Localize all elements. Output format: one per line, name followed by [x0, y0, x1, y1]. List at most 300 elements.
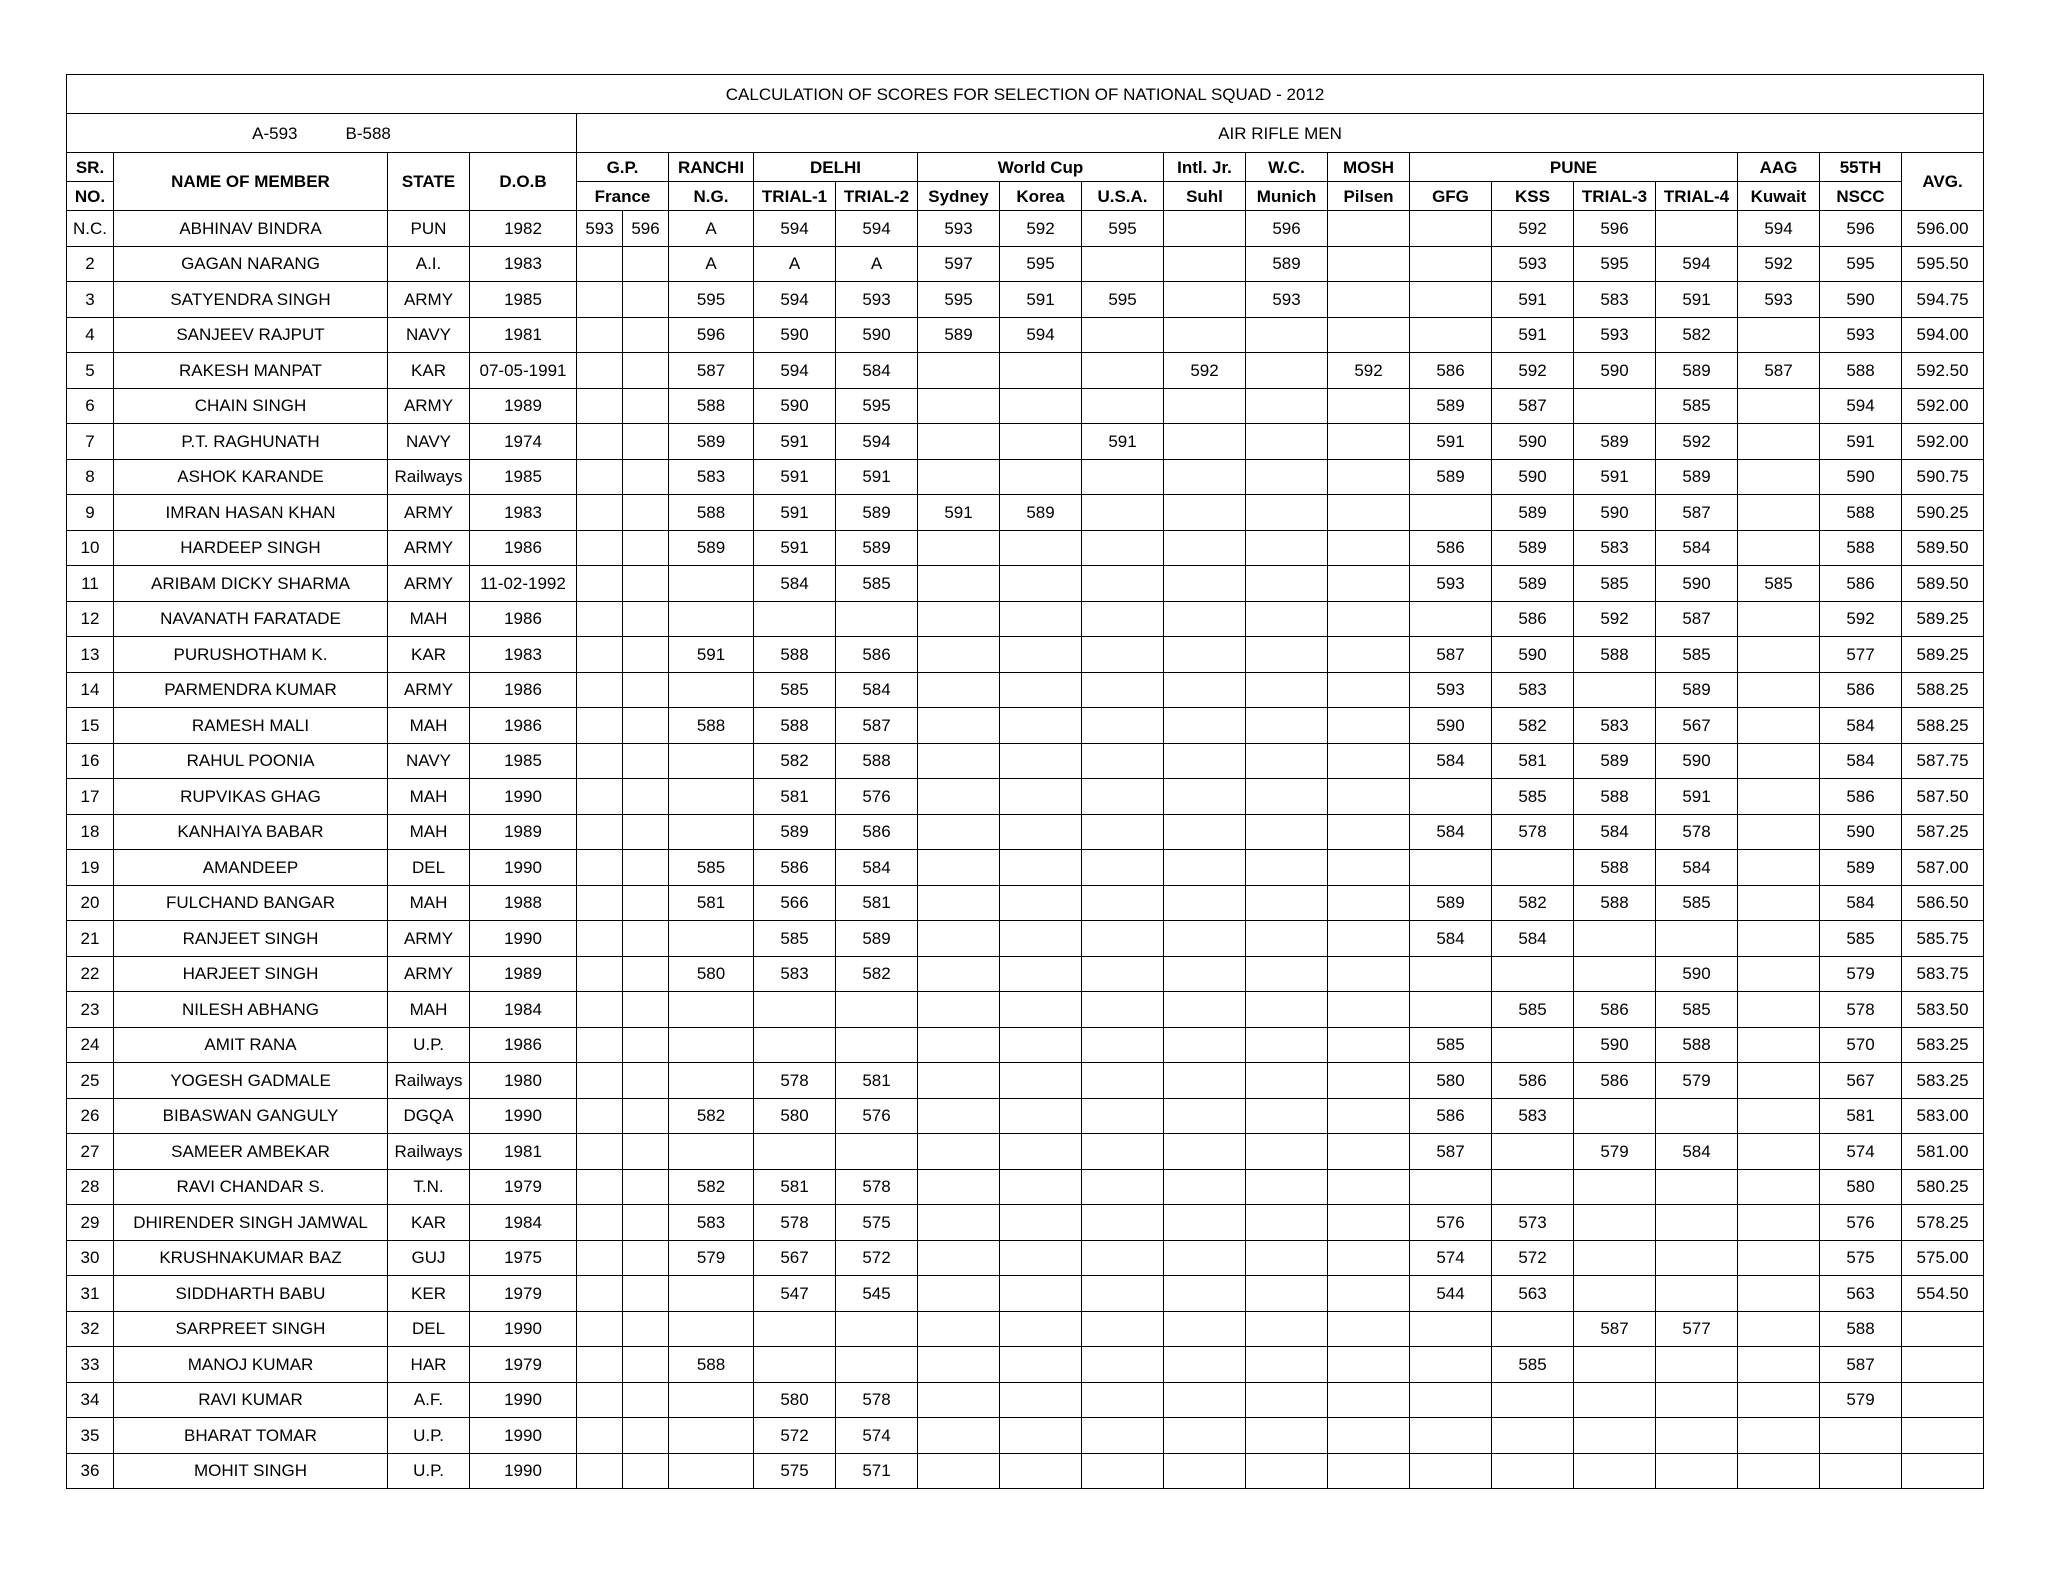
score-cell: [1492, 850, 1574, 886]
member-name-cell: RAVI CHANDAR S.: [114, 1169, 388, 1205]
score-cell: [918, 956, 1000, 992]
dob-cell: 1986: [470, 1027, 577, 1063]
score-cell: [1164, 282, 1246, 318]
score-cell: [1328, 921, 1410, 957]
score-cell: 572: [836, 1240, 918, 1276]
score-cell: [577, 1276, 623, 1312]
score-cell: [1328, 282, 1410, 318]
score-cell: [623, 708, 669, 744]
score-cell: [918, 1418, 1000, 1454]
score-cell: [623, 1098, 669, 1134]
score-cell: [577, 530, 623, 566]
score-cell: 584: [1820, 885, 1902, 921]
score-cell: [669, 921, 754, 957]
score-cell: 588: [1574, 885, 1656, 921]
score-cell: 576: [836, 1098, 918, 1134]
score-cell: 580: [754, 1382, 836, 1418]
average-cell: 580.25: [1902, 1169, 1984, 1205]
score-cell: [1574, 388, 1656, 424]
dob-cell: 1983: [470, 637, 577, 673]
score-cell: 589: [918, 317, 1000, 353]
average-cell: 589.25: [1902, 601, 1984, 637]
score-cell: [1164, 1205, 1246, 1241]
col-pune-kss: KSS: [1492, 182, 1574, 211]
score-cell: [1246, 1382, 1328, 1418]
table-row: [67, 459, 1984, 495]
score-cell: [1656, 211, 1738, 247]
score-cell: [1000, 1027, 1082, 1063]
score-cell: [1164, 885, 1246, 921]
average-cell: 585.75: [1902, 921, 1984, 957]
score-cell: [623, 388, 669, 424]
score-cell: 584: [1492, 921, 1574, 957]
state-cell: ARMY: [388, 388, 470, 424]
state-cell: NAVY: [388, 317, 470, 353]
score-cell: [577, 1311, 623, 1347]
score-cell: 581: [1820, 1098, 1902, 1134]
score-cell: [836, 992, 918, 1028]
score-cell: [1164, 246, 1246, 282]
score-cell: 596: [669, 317, 754, 353]
score-cell: [1328, 566, 1410, 602]
score-cell: [918, 708, 1000, 744]
score-cell: [1492, 1418, 1574, 1454]
score-cell: [1000, 1382, 1082, 1418]
score-cell: [918, 388, 1000, 424]
score-cell: 579: [669, 1240, 754, 1276]
score-cell: [623, 1027, 669, 1063]
qualifier-b: B-588: [345, 123, 391, 143]
col-gp-france: France: [577, 182, 669, 211]
col-ranchi: RANCHI: [669, 153, 754, 182]
score-cell: [1000, 1311, 1082, 1347]
score-cell: [623, 956, 669, 992]
score-cell: 567: [1820, 1063, 1902, 1099]
score-cell: 589: [669, 530, 754, 566]
score-cell: 578: [754, 1063, 836, 1099]
score-cell: [1000, 956, 1082, 992]
dob-cell: 1980: [470, 1063, 577, 1099]
score-cell: [1246, 956, 1328, 992]
score-cell: [1328, 708, 1410, 744]
score-cell: [577, 1098, 623, 1134]
score-cell: [918, 743, 1000, 779]
score-cell: [1246, 530, 1328, 566]
dob-cell: 1990: [470, 1098, 577, 1134]
dob-cell: 1989: [470, 388, 577, 424]
score-cell: [1328, 1311, 1410, 1347]
member-name-cell: YOGESH GADMALE: [114, 1063, 388, 1099]
col-gp: G.P.: [577, 153, 669, 182]
score-cell: [1164, 601, 1246, 637]
score-cell: 593: [577, 211, 623, 247]
score-cell: [577, 282, 623, 318]
score-cell: [754, 601, 836, 637]
score-cell: 591: [1082, 424, 1164, 460]
score-cell: [623, 1276, 669, 1312]
score-cell: [918, 1347, 1000, 1383]
serial-cell: 10: [67, 530, 114, 566]
state-cell: ARMY: [388, 530, 470, 566]
dob-cell: 1974: [470, 424, 577, 460]
score-cell: [1738, 1098, 1820, 1134]
dob-cell: 11-02-1992: [470, 566, 577, 602]
score-cell: 581: [754, 1169, 836, 1205]
state-cell: U.P.: [388, 1418, 470, 1454]
score-cell: 589: [836, 530, 918, 566]
serial-cell: 35: [67, 1418, 114, 1454]
score-cell: [1738, 921, 1820, 957]
score-cell: 580: [1410, 1063, 1492, 1099]
score-cell: [1328, 459, 1410, 495]
average-cell: [1902, 1347, 1984, 1383]
score-cell: [1656, 1276, 1738, 1312]
score-cell: 594: [836, 424, 918, 460]
score-cell: [1738, 1169, 1820, 1205]
score-cell: 573: [1492, 1205, 1574, 1241]
score-cell: [669, 779, 754, 815]
score-cell: [623, 885, 669, 921]
score-cell: [1656, 1453, 1738, 1489]
average-cell: [1902, 1453, 1984, 1489]
score-cell: [577, 885, 623, 921]
score-cell: [623, 1063, 669, 1099]
score-cell: [918, 1453, 1000, 1489]
score-cell: [1000, 601, 1082, 637]
serial-cell: 21: [67, 921, 114, 957]
score-cell: 589: [1492, 495, 1574, 531]
score-cell: [1082, 1311, 1164, 1347]
score-cell: 585: [1492, 1347, 1574, 1383]
serial-cell: 7: [67, 424, 114, 460]
col-mosh: MOSH: [1328, 153, 1410, 182]
score-cell: [1164, 1347, 1246, 1383]
member-name-cell: RAVI KUMAR: [114, 1382, 388, 1418]
state-cell: DGQA: [388, 1098, 470, 1134]
scores-table: [66, 74, 1984, 1489]
score-cell: [1656, 1169, 1738, 1205]
score-cell: [1246, 1205, 1328, 1241]
dob-cell: 1990: [470, 921, 577, 957]
score-cell: [1246, 672, 1328, 708]
member-name-cell: RAHUL POONIA: [114, 743, 388, 779]
score-cell: [836, 601, 918, 637]
score-cell: [918, 1382, 1000, 1418]
member-name-cell: IMRAN HASAN KHAN: [114, 495, 388, 531]
average-cell: [1902, 1418, 1984, 1454]
score-cell: 589: [1000, 495, 1082, 531]
score-cell: 589: [1492, 566, 1574, 602]
score-cell: 587: [669, 353, 754, 389]
score-cell: [918, 814, 1000, 850]
score-cell: 592: [1656, 424, 1738, 460]
score-cell: [1574, 1240, 1656, 1276]
table-row: [67, 317, 1984, 353]
score-cell: [1000, 1205, 1082, 1241]
average-cell: 588.25: [1902, 708, 1984, 744]
score-cell: [754, 1134, 836, 1170]
state-cell: ARMY: [388, 672, 470, 708]
dob-cell: 1990: [470, 779, 577, 815]
score-cell: [1738, 1240, 1820, 1276]
serial-cell: 11: [67, 566, 114, 602]
score-cell: [1738, 1453, 1820, 1489]
score-cell: [1656, 1240, 1738, 1276]
score-cell: 587: [1410, 1134, 1492, 1170]
member-name-cell: FULCHAND BANGAR: [114, 885, 388, 921]
score-cell: 579: [1574, 1134, 1656, 1170]
score-cell: [1000, 1276, 1082, 1312]
serial-cell: N.C.: [67, 211, 114, 247]
score-cell: 547: [754, 1276, 836, 1312]
score-cell: [577, 743, 623, 779]
score-cell: [1738, 956, 1820, 992]
score-cell: 589: [1574, 424, 1656, 460]
score-cell: 589: [1410, 885, 1492, 921]
score-cell: [1000, 424, 1082, 460]
average-cell: [1902, 1382, 1984, 1418]
score-cell: [1246, 1240, 1328, 1276]
score-cell: [1000, 566, 1082, 602]
dob-cell: 1990: [470, 1311, 577, 1347]
score-cell: [623, 850, 669, 886]
score-cell: [577, 1347, 623, 1383]
score-cell: [623, 246, 669, 282]
score-cell: [623, 530, 669, 566]
table-row: [67, 1027, 1984, 1063]
score-cell: 593: [1574, 317, 1656, 353]
score-cell: 583: [669, 1205, 754, 1241]
score-cell: [1246, 566, 1328, 602]
score-cell: 597: [918, 246, 1000, 282]
state-cell: Railways: [388, 1134, 470, 1170]
col-pune-trial4: TRIAL-4: [1656, 182, 1738, 211]
score-cell: [1000, 921, 1082, 957]
score-cell: [1328, 1453, 1410, 1489]
score-cell: [1082, 1027, 1164, 1063]
score-cell: [1410, 1418, 1492, 1454]
score-cell: 579: [1820, 956, 1902, 992]
score-cell: [1164, 530, 1246, 566]
score-cell: 585: [1656, 885, 1738, 921]
score-cell: [1000, 1418, 1082, 1454]
col-delhi-trial1: TRIAL-1: [754, 182, 836, 211]
score-cell: 589: [1410, 459, 1492, 495]
score-cell: 585: [1492, 992, 1574, 1028]
score-cell: [1082, 956, 1164, 992]
average-cell: 596.00: [1902, 211, 1984, 247]
score-cell: [1246, 1311, 1328, 1347]
member-name-cell: AMIT RANA: [114, 1027, 388, 1063]
score-cell: 585: [1656, 992, 1738, 1028]
score-cell: 584: [1820, 708, 1902, 744]
score-cell: [1164, 814, 1246, 850]
score-cell: 584: [836, 672, 918, 708]
score-cell: 590: [1492, 424, 1574, 460]
table-row: [67, 885, 1984, 921]
score-cell: [1000, 885, 1082, 921]
score-cell: [918, 921, 1000, 957]
score-cell: 590: [1574, 353, 1656, 389]
average-cell: 587.00: [1902, 850, 1984, 886]
score-cell: 584: [836, 353, 918, 389]
member-name-cell: SATYENDRA SINGH: [114, 282, 388, 318]
score-cell: 588: [1574, 779, 1656, 815]
score-cell: [918, 1098, 1000, 1134]
col-wc-sydney: Sydney: [918, 182, 1000, 211]
average-cell: 581.00: [1902, 1134, 1984, 1170]
average-cell: 590.25: [1902, 495, 1984, 531]
member-name-cell: BIBASWAN GANGULY: [114, 1098, 388, 1134]
score-cell: [1082, 353, 1164, 389]
table-row: [67, 921, 1984, 957]
score-cell: 587: [1492, 388, 1574, 424]
score-cell: 581: [669, 885, 754, 921]
average-cell: 594.75: [1902, 282, 1984, 318]
dob-cell: 1984: [470, 1205, 577, 1241]
score-cell: [1492, 1169, 1574, 1205]
average-cell: 587.25: [1902, 814, 1984, 850]
score-cell: [623, 1311, 669, 1347]
score-cell: [1164, 956, 1246, 992]
score-cell: [1164, 708, 1246, 744]
member-name-cell: SIDDHARTH BABU: [114, 1276, 388, 1312]
score-cell: [1328, 601, 1410, 637]
score-cell: [1574, 1205, 1656, 1241]
dob-cell: 1986: [470, 530, 577, 566]
score-cell: 580: [1820, 1169, 1902, 1205]
score-cell: 596: [1820, 211, 1902, 247]
score-cell: [623, 601, 669, 637]
score-cell: [1082, 885, 1164, 921]
score-cell: 583: [1574, 708, 1656, 744]
score-cell: [1492, 1382, 1574, 1418]
serial-cell: 36: [67, 1453, 114, 1489]
score-cell: 593: [1492, 246, 1574, 282]
score-cell: 578: [836, 1169, 918, 1205]
score-cell: 583: [669, 459, 754, 495]
dob-cell: 1981: [470, 317, 577, 353]
score-cell: [1328, 246, 1410, 282]
score-cell: [1738, 885, 1820, 921]
score-cell: 591: [1656, 779, 1738, 815]
dob-cell: 1989: [470, 956, 577, 992]
score-cell: [623, 921, 669, 957]
table-row: [67, 1453, 1984, 1489]
score-cell: 567: [1656, 708, 1738, 744]
score-cell: 582: [1492, 885, 1574, 921]
score-cell: A: [836, 246, 918, 282]
dob-cell: 07-05-1991: [470, 353, 577, 389]
score-cell: [836, 1347, 918, 1383]
score-cell: [1656, 1205, 1738, 1241]
score-cell: 595: [1000, 246, 1082, 282]
score-cell: 592: [1738, 246, 1820, 282]
score-cell: [1738, 388, 1820, 424]
score-cell: [1656, 1347, 1738, 1383]
dob-cell: 1979: [470, 1276, 577, 1312]
col-sr-top: SR.: [67, 153, 114, 182]
score-cell: [1738, 672, 1820, 708]
score-cell: [577, 637, 623, 673]
score-cell: 583: [1574, 530, 1656, 566]
score-cell: [1164, 1382, 1246, 1418]
score-cell: 588: [1574, 637, 1656, 673]
score-cell: A: [754, 246, 836, 282]
serial-cell: 32: [67, 1311, 114, 1347]
member-name-cell: DHIRENDER SINGH JAMWAL: [114, 1205, 388, 1241]
score-cell: [1246, 1347, 1328, 1383]
col-pune-gfg: GFG: [1410, 182, 1492, 211]
score-cell: [577, 424, 623, 460]
score-cell: [1246, 708, 1328, 744]
score-cell: 589: [836, 921, 918, 957]
member-name-cell: ASHOK KARANDE: [114, 459, 388, 495]
dob-cell: 1989: [470, 814, 577, 850]
dob-cell: 1986: [470, 708, 577, 744]
table-row: [67, 530, 1984, 566]
average-cell: 554.50: [1902, 1276, 1984, 1312]
score-cell: [918, 1134, 1000, 1170]
score-cell: [918, 1240, 1000, 1276]
score-cell: [1082, 708, 1164, 744]
member-name-cell: SAMEER AMBEKAR: [114, 1134, 388, 1170]
col-pune: PUNE: [1410, 153, 1738, 182]
score-cell: [1246, 424, 1328, 460]
score-cell: 590: [754, 317, 836, 353]
score-cell: [1820, 1453, 1902, 1489]
score-cell: [1410, 850, 1492, 886]
score-cell: [1738, 708, 1820, 744]
state-cell: MAH: [388, 708, 470, 744]
score-cell: 590: [1656, 743, 1738, 779]
score-cell: 595: [1082, 282, 1164, 318]
score-cell: 566: [754, 885, 836, 921]
score-cell: [754, 1347, 836, 1383]
score-cell: [1738, 459, 1820, 495]
score-cell: [1246, 814, 1328, 850]
score-cell: 594: [754, 353, 836, 389]
score-cell: [1082, 814, 1164, 850]
table-row: [67, 956, 1984, 992]
score-cell: [1082, 1134, 1164, 1170]
serial-cell: 33: [67, 1347, 114, 1383]
table-body: [67, 211, 1984, 1489]
score-cell: 582: [754, 743, 836, 779]
score-cell: [623, 743, 669, 779]
score-cell: 589: [1574, 743, 1656, 779]
score-cell: [1082, 1098, 1164, 1134]
score-cell: [577, 672, 623, 708]
score-cell: 585: [1738, 566, 1820, 602]
score-cell: 592: [1328, 353, 1410, 389]
score-cell: 591: [1492, 282, 1574, 318]
score-cell: [1738, 779, 1820, 815]
score-cell: [918, 1027, 1000, 1063]
score-cell: 592: [1492, 353, 1574, 389]
member-name-cell: SANJEEV RAJPUT: [114, 317, 388, 353]
col-dob: D.O.B: [470, 153, 577, 211]
score-cell: 585: [754, 921, 836, 957]
score-cell: [1082, 1205, 1164, 1241]
score-cell: 588: [1820, 353, 1902, 389]
col-aag: AAG: [1738, 153, 1820, 182]
score-cell: [577, 708, 623, 744]
state-cell: NAVY: [388, 743, 470, 779]
score-cell: [1082, 246, 1164, 282]
score-cell: [1082, 317, 1164, 353]
score-cell: [1082, 992, 1164, 1028]
